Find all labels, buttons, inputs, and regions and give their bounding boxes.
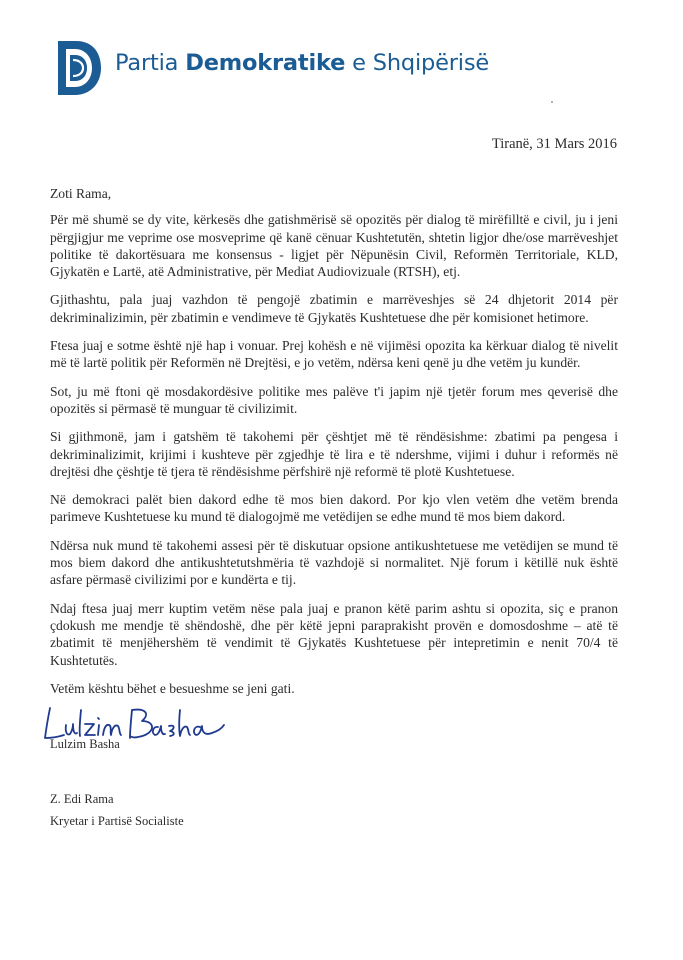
paragraph: Ftesa juaj e sotme është një hap i vonuar. Prej kohësh e në vijimësi opozita ka kërkuar dialog të nivelit më të lartë politik për Reformën në Drejtësi, e jo vetëm, ndërsa keni qenë ju dhe vetëm ju kundër. <box>50 338 618 371</box>
paragraph: Sot, ju më ftoni që mosdakordësive politike mes palëve t'i japim një tjetër forum mes qeverisë dhe opozitës si përmasë të munguar të civilizimit. <box>50 383 618 416</box>
recipient-title: Kryetar i Partisë Socialiste <box>50 814 184 828</box>
paragraph: Vetëm kështu bëhet e besueshme se jeni gati. <box>50 680 295 696</box>
paragraph: Për më shumë se dy vite, kërkesës dhe gatishmërisë së opozitës për dialog të mirëfilltë e civil, ju i jeni përgjigjur me veprime ose mosveprime që kanë cënuar Kushtetutën, shtetin ligjor dhe/ose marrëveshjet politike të dakortësuara me konsensus - ligjet për Nëpunësin Civil, Reformën Territoriale, KLD, Gjykatën e Lartë, atë Administrative, për Mediat Audiovizuale (RTSH), etj. <box>50 212 618 280</box>
scan-speck <box>551 101 553 103</box>
salutation: Zoti Rama, <box>50 186 112 201</box>
paragraph: Ndërsa nuk mund të takohemi assesi për të diskutuar opsione antikushtetuese me vetëdijen se mund të mos biem dakord dhe antikushtetutshmëria të vazhdojë si normalitet. Një forum i këtillë nuk është asfare përmasë civilizimi por e kundërta e tij. <box>50 537 618 588</box>
paragraph: Në demokraci palët bien dakord edhe të mos bien dakord. Por kjo vlen vetëm dhe vetëm brenda parimeve Kushtetuese ku mund të dialogojmë me vetëdijen se edhe mund të mos biem dakord. <box>50 492 618 525</box>
paragraph: Si gjithmonë, jam i gatshëm të takohemi për çështjet më të rëndësishme: zbatimi pa pengesa i dekriminalizimit, krijimi i kushteve për zgjedhje të lira e të ndershme, vijimi i duhur i reformës në drejtësi dhe çështje të tjera të rëndësishme përfshirë një reformë të plotë Kushtetuese. <box>50 429 618 479</box>
paragraph: Ndaj ftesa juaj merr kuptim vetëm nëse pala juaj e pranon këtë parim ashtu si opozita, siç e pranon çdokush me mendje të shëndoshë, dhe për këtë jepni paraprakisht provën e domosdoshme – atë të zbatimit të menjëhershëm të vendimit të Gjykatës Kushtetuese për intepretimin e nenit 70/4 të Kushtetutës. <box>50 600 618 668</box>
recipient-name: Z. Edi Rama <box>50 792 114 806</box>
letter-date: Tiranë, 31 Mars 2016 <box>491 136 617 152</box>
signer-name: Lulzim Basha <box>50 737 120 751</box>
pd-logo-icon <box>54 38 104 98</box>
recipient-block <box>50 788 184 832</box>
party-name: Partia Demokratike e Shqipërisë <box>115 50 490 76</box>
letter-body <box>50 185 618 708</box>
paragraph: Gjithashtu, pala juaj vazhdon të pengojë zbatimin e marrëveshjes së 24 dhjetorit 2014 për dekriminalizimin, për zbatimin e vendimeve të Gjykatës Kushtetuese dhe për komisionet hetimore. <box>50 292 618 325</box>
